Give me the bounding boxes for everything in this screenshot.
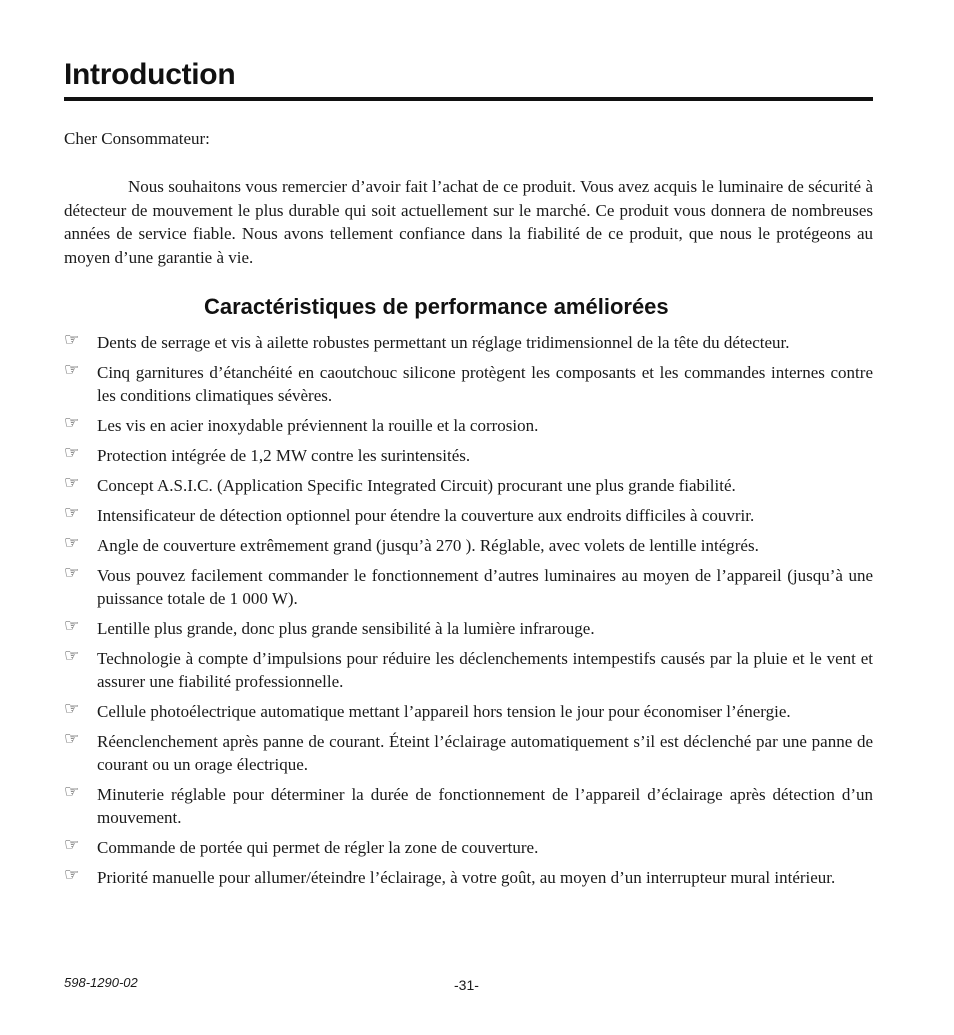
pointing-hand-icon: ☞	[64, 330, 80, 350]
feature-item	[64, 474, 873, 497]
feature-item	[64, 836, 873, 859]
feature-text: Vous pouvez facilement commander le fonctionnement d’autres luminaires au moyen de l’appareil (jusqu’à une puissance totale de 1 000 W).	[97, 566, 873, 608]
feature-text: Les vis en acier inoxydable préviennent la rouille et la corrosion.	[97, 416, 539, 435]
feature-text: Protection intégrée de 1,2 MW contre les surintensités.	[97, 446, 471, 465]
feature-text: Commande de portée qui permet de régler la zone de couverture.	[97, 838, 539, 857]
pointing-hand-icon: ☞	[64, 360, 80, 380]
pointing-hand-icon: ☞	[64, 533, 80, 553]
features-list	[64, 331, 873, 896]
pointing-hand-icon: ☞	[64, 699, 80, 719]
pointing-hand-icon: ☞	[64, 865, 80, 885]
feature-text: Priorité manuelle pour allumer/éteindre l’éclairage, à votre goût, au moyen d’un interrupteur mural intérieur.	[97, 868, 836, 887]
pointing-hand-icon: ☞	[64, 729, 80, 749]
feature-text: Minuterie réglable pour déterminer la durée de fonctionnement de l’appareil d’éclairage après détection d’un mouvement.	[97, 785, 873, 827]
feature-item	[64, 504, 873, 527]
feature-text: Dents de serrage et vis à ailette robustes permettant un réglage tridimensionnel de la tête du détecteur.	[97, 333, 790, 352]
feature-item	[64, 564, 873, 610]
feature-text: Cinq garnitures d’étanchéité en caoutchouc silicone protègent les composants et les commandes internes contre les conditions climatiques sévères.	[97, 363, 873, 405]
feature-text: Intensificateur de détection optionnel pour étendre la couverture aux endroits difficiles à couvrir.	[97, 506, 755, 525]
feature-item	[64, 617, 873, 640]
feature-text: Lentille plus grande, donc plus grande sensibilité à la lumière infrarouge.	[97, 619, 595, 638]
pointing-hand-icon: ☞	[64, 646, 80, 666]
pointing-hand-icon: ☞	[64, 782, 80, 802]
page-number: -31-	[454, 977, 479, 993]
pointing-hand-icon: ☞	[64, 563, 80, 583]
feature-item	[64, 361, 873, 407]
feature-item	[64, 730, 873, 776]
pointing-hand-icon: ☞	[64, 835, 80, 855]
feature-item	[64, 647, 873, 693]
feature-item	[64, 444, 873, 467]
feature-item	[64, 534, 873, 557]
feature-text: Technologie à compte d’impulsions pour réduire les déclenchements intempestifs causés par la pluie et le vent et assurer une fiabilité professionnelle.	[97, 649, 873, 691]
feature-text: Cellule photoélectrique automatique mettant l’appareil hors tension le jour pour économiser l’énergie.	[97, 702, 791, 721]
feature-text: Concept A.S.I.C. (Application Specific Integrated Circuit) procurant une plus grande fiabilité.	[97, 476, 736, 495]
pointing-hand-icon: ☞	[64, 616, 80, 636]
pointing-hand-icon: ☞	[64, 443, 80, 463]
intro-paragraph: Nous souhaitons vous remercier d’avoir fait l’achat de ce produit. Vous avez acquis le luminaire de sécurité à détecteur de mouvement le plus durable qui soit actuellement sur le marché. Ce produit vous donnera de nombreuses années de service fiable. Nous avons tellement confiance dans la fiabilité de ce produit, que nous le protégeons au moyen d’une garantie à vie.	[64, 177, 873, 267]
salutation: Cher Consommateur:	[64, 129, 210, 148]
feature-item	[64, 700, 873, 723]
feature-item	[64, 783, 873, 829]
title-rule	[64, 97, 873, 101]
pointing-hand-icon: ☞	[64, 473, 80, 493]
feature-text: Réenclenchement après panne de courant. Éteint l’éclairage automatiquement s’il est déclenché par une panne de courant ou un orage électrique.	[97, 732, 873, 774]
feature-text: Angle de couverture extrêmement grand (jusqu’à 270 ). Réglable, avec volets de lentille intégrés.	[97, 536, 759, 555]
pointing-hand-icon: ☞	[64, 503, 80, 523]
feature-item	[64, 331, 873, 354]
feature-item	[64, 866, 873, 889]
feature-item	[64, 414, 873, 437]
document-code: 598-1290-02	[64, 975, 138, 990]
features-heading: Caractéristiques de performance améliorées	[204, 294, 669, 319]
pointing-hand-icon: ☞	[64, 413, 80, 433]
page-title: Introduction	[64, 58, 236, 91]
